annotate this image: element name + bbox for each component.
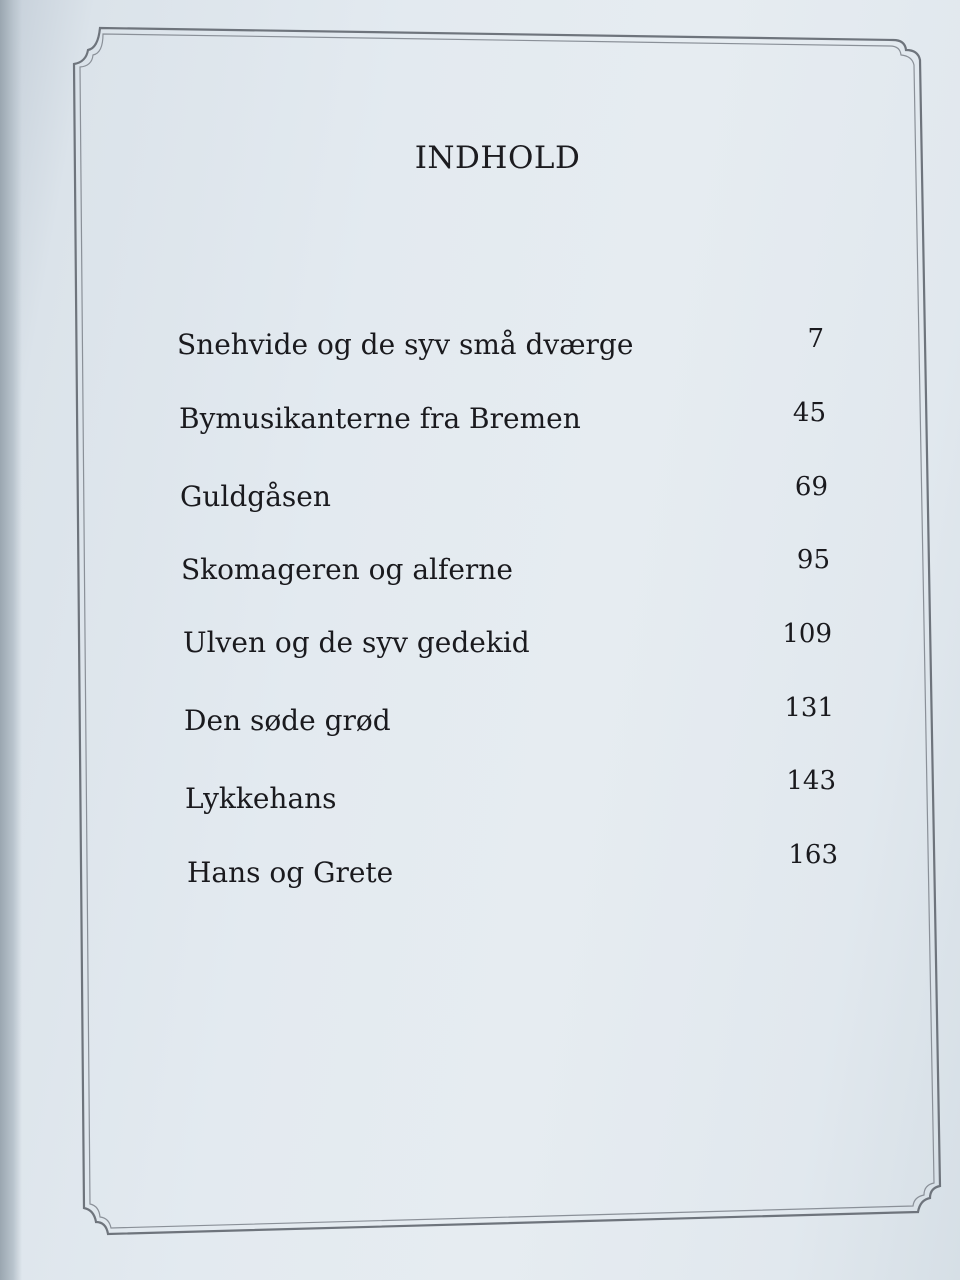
toc-entry-title: Skomageren og alferne: [181, 553, 513, 586]
toc-entry-page: 45: [792, 398, 826, 428]
toc-entry-title: Hans og Grete: [187, 856, 394, 889]
toc-entry-title: Lykkehans: [185, 782, 337, 815]
page-title: INDHOLD: [414, 140, 581, 176]
toc-entry-page: 7: [807, 324, 824, 354]
toc-entry-page: 143: [786, 766, 836, 796]
toc-entry-title: Bymusikanterne fra Bremen: [179, 402, 581, 435]
toc-entry-page: 95: [796, 545, 830, 575]
toc-entry-title: Snehvide og de syv små dværge: [177, 328, 634, 361]
toc-entry-title: Den søde grød: [184, 704, 391, 737]
toc-entry-page: 131: [784, 693, 834, 723]
toc-entry-title: Ulven og de syv gedekid: [183, 626, 530, 659]
toc-entry-page: 69: [794, 472, 828, 502]
toc-entry-page: 109: [782, 619, 832, 649]
toc-entry-title: Guldgåsen: [180, 480, 331, 513]
toc-entry-page: 163: [788, 840, 838, 870]
